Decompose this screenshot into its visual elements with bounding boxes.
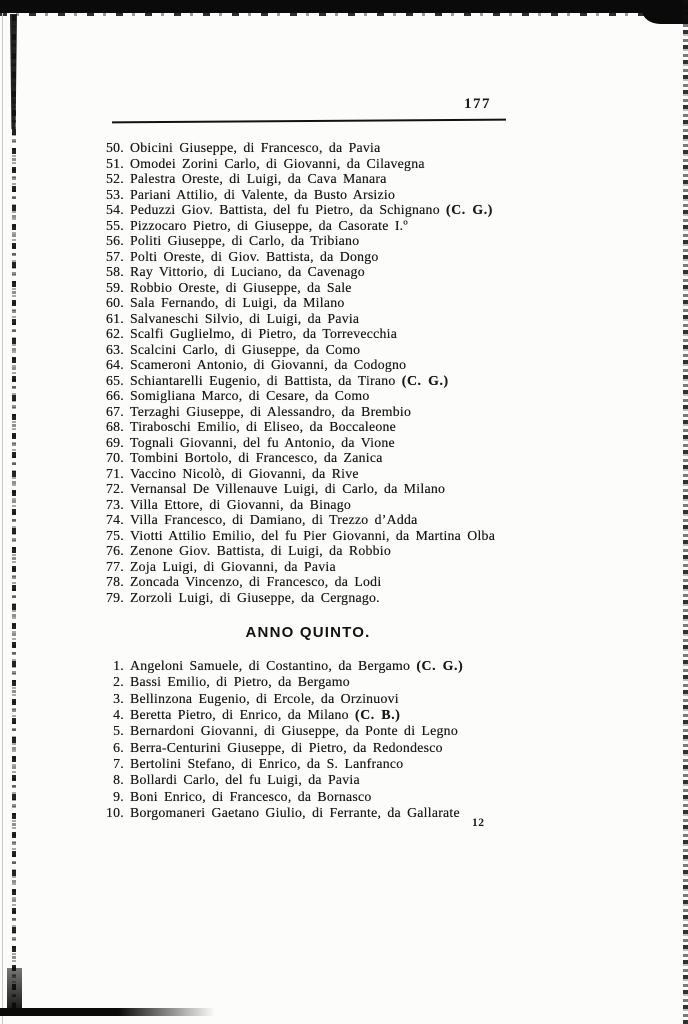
entry-number: 78.	[106, 574, 124, 589]
roster-entry	[94, 202, 495, 218]
entry-text: Vernansal De Villenauve Luigi, di Carlo, da Milano	[130, 481, 446, 496]
entry-number: 10.	[106, 805, 124, 821]
honor-mark: (C. G.)	[416, 658, 464, 673]
entry-number: 8.	[113, 772, 124, 788]
entry-text: Schiantarelli Eugenio, di Battista, da Tirano (C. G.)	[130, 372, 449, 388]
entry-number: 67.	[106, 403, 124, 419]
entry-text: Villa Francesco, di Damiano, di Trezzo d’Adda	[130, 512, 418, 527]
entry-text: Tombini Bortolo, di Francesco, da Zanica	[130, 450, 383, 465]
roster-entry	[94, 140, 495, 156]
entry-text: Viotti Attilio Emilio, del fu Pier Giovanni, da Martina Olba	[130, 527, 496, 543]
entry-text: Angeloni Samuele, di Costantino, da Bergamo (C. G.)	[130, 658, 464, 673]
entry-text: Pizzocaro Pietro, di Giuseppe, da Casorate I.º	[130, 217, 408, 233]
entry-text: Zorzoli Luigi, di Giuseppe, da Cergnago.	[130, 589, 380, 605]
entry-text: Robbio Oreste, di Giuseppe, da Sale	[130, 279, 352, 295]
binding-shadow	[12, 15, 16, 1015]
entry-text: Bellinzona Eugenio, di Ercole, da Orzinuovi	[130, 690, 399, 706]
entry-number: 9.	[113, 788, 124, 804]
entry-number: 62.	[106, 326, 124, 341]
roster-entry	[94, 342, 495, 358]
entry-number: 63.	[106, 341, 124, 357]
entry-number: 53.	[106, 186, 124, 202]
entry-number: 7.	[113, 756, 124, 772]
entry-text: Berra-Centurini Giuseppe, di Pietro, da Redondesco	[130, 739, 443, 755]
roster-entry	[94, 435, 495, 451]
entry-number: 72.	[106, 481, 124, 496]
roster-entry	[94, 574, 495, 590]
page-number: 177	[464, 96, 491, 112]
entry-text: Bernardoni Giovanni, di Giuseppe, da Ponte di Legno	[130, 723, 458, 739]
roster-entry	[94, 233, 495, 249]
entry-number: 56.	[106, 233, 124, 248]
roster-entry	[94, 740, 463, 756]
entry-number: 50.	[106, 140, 124, 155]
entry-number: 64.	[106, 357, 124, 372]
roster-entry	[94, 373, 495, 389]
entry-number: 55.	[106, 217, 124, 233]
roster-entry	[94, 249, 495, 265]
entry-text: Vaccino Nicolò, di Giovanni, da Rive	[130, 465, 359, 481]
entry-number: 66.	[106, 388, 124, 403]
honor-mark: (C. G.)	[446, 202, 493, 217]
section-heading: ANNO QUINTO.	[245, 624, 371, 641]
roster-list-anno-quarto	[94, 140, 495, 605]
roster-entry	[94, 280, 495, 296]
entry-number: 79.	[106, 589, 124, 605]
roster-entry	[94, 404, 495, 420]
roster-entry	[94, 187, 495, 203]
entry-text: Tiraboschi Emilio, di Eliseo, da Boccaleone	[130, 419, 397, 434]
roster-entry	[94, 805, 463, 821]
entry-number: 59.	[106, 279, 124, 295]
entry-text: Tognali Giovanni, del fu Antonio, da Vione	[130, 434, 395, 450]
entry-number: 70.	[106, 450, 124, 465]
entry-number: 77.	[106, 558, 124, 574]
entry-text: Boni Enrico, di Francesco, da Bornasco	[130, 788, 372, 804]
roster-entry	[94, 512, 495, 528]
entry-text: Obicini Giuseppe, di Francesco, da Pavia	[130, 140, 381, 155]
scan-corner-mark-horizontal	[0, 1008, 215, 1016]
roster-entry	[94, 388, 495, 404]
roster-entry	[94, 658, 463, 674]
entry-number: 76.	[106, 543, 124, 558]
entry-text: Salvaneschi Silvio, di Luigi, da Pavia	[130, 310, 360, 326]
entry-number: 71.	[106, 465, 124, 481]
roster-entry	[94, 674, 463, 690]
entry-text: Scalfi Guglielmo, di Pietro, da Torrevecchia	[130, 326, 398, 341]
entry-text: Bollardi Carlo, del fu Luigi, da Pavia	[130, 772, 360, 788]
entry-text: Politi Giuseppe, di Carlo, da Tribiano	[130, 233, 360, 248]
roster-entry	[94, 295, 495, 311]
entry-number: 54.	[106, 202, 124, 217]
entry-number: 57.	[106, 248, 124, 264]
honor-mark: (C. G.)	[401, 372, 449, 388]
entry-text: Zoja Luigi, di Giovanni, da Pavia	[130, 558, 336, 574]
scan-right-edge	[683, 0, 688, 1024]
roster-entry	[94, 590, 495, 606]
entry-number: 75.	[106, 527, 124, 543]
roster-entry	[94, 528, 495, 544]
roster-entry	[94, 723, 463, 739]
entry-text: Zenone Giov. Battista, di Luigi, da Robbio	[130, 543, 392, 558]
roster-entry	[94, 481, 495, 497]
roster-entry	[94, 691, 463, 707]
roster-entry	[94, 543, 495, 559]
roster-entry	[94, 772, 463, 788]
entry-number: 52.	[106, 171, 124, 186]
entry-number: 60.	[106, 295, 124, 310]
entry-number: 4.	[113, 707, 124, 723]
entry-number: 74.	[106, 512, 124, 527]
roster-entry	[94, 559, 495, 575]
honor-mark: (C. B.)	[355, 707, 401, 723]
entry-text: Ray Vittorio, di Luciano, da Cavenago	[130, 264, 365, 279]
entry-number: 2.	[113, 674, 124, 690]
entry-number: 1.	[113, 658, 124, 673]
entry-text: Polti Oreste, di Giov. Battista, da Dongo	[130, 248, 379, 264]
roster-entry	[94, 466, 495, 482]
entry-number: 73.	[106, 496, 124, 512]
entry-text: Palestra Oreste, di Luigi, da Cava Manara	[130, 171, 387, 186]
signature-mark: 12	[472, 817, 485, 829]
roster-entry	[94, 357, 495, 373]
scan-top-right-blob	[642, 0, 688, 24]
roster-entry	[94, 789, 463, 805]
roster-entry	[94, 756, 463, 772]
entry-text: Scalcini Carlo, di Giuseppe, da Como	[130, 341, 361, 357]
entry-number: 61.	[106, 310, 124, 326]
roster-entry	[94, 264, 495, 280]
entry-text: Villa Ettore, di Giovanni, da Binago	[130, 496, 352, 512]
entry-text: Scameroni Antonio, di Giovanni, da Codogno	[130, 357, 407, 372]
entry-number: 69.	[106, 434, 124, 450]
entry-text: Somigliana Marco, di Cesare, da Como	[130, 388, 370, 403]
roster-entry	[94, 497, 495, 513]
entry-text: Borgomaneri Gaetano Giulio, di Ferrante, da Gallarate	[130, 805, 460, 821]
roster-entry	[94, 171, 495, 187]
entry-text: Zoncada Vincenzo, di Francesco, da Lodi	[130, 574, 382, 589]
entry-number: 5.	[113, 723, 124, 739]
entry-number: 3.	[113, 690, 124, 706]
roster-entry	[94, 326, 495, 342]
scan-top-edge	[0, 0, 688, 13]
page-edge-line	[2, 13, 3, 1024]
entry-number: 65.	[106, 372, 124, 388]
entry-text: Beretta Pietro, di Enrico, da Milano (C. B.)	[130, 707, 401, 723]
entry-text: Bertolini Stefano, di Enrico, da S. Lanfranco	[130, 756, 404, 772]
roster-entry	[94, 419, 495, 435]
roster-entry	[94, 311, 495, 327]
entry-text: Peduzzi Giov. Battista, del fu Pietro, da Schignano (C. G.)	[130, 202, 493, 217]
entry-number: 68.	[106, 419, 124, 434]
entry-text: Sala Fernando, di Luigi, da Milano	[130, 295, 345, 310]
entry-number: 51.	[106, 155, 124, 171]
roster-list-anno-quinto	[94, 658, 463, 821]
roster-entry	[94, 156, 495, 172]
roster-entry	[94, 218, 495, 234]
header-rule	[112, 119, 506, 124]
entry-text: Omodei Zorini Carlo, di Giovanni, da Cilavegna	[130, 155, 425, 171]
entry-number: 6.	[113, 739, 124, 755]
entry-text: Pariani Attilio, di Valente, da Busto Arsizio	[130, 186, 396, 202]
entry-text: Bassi Emilio, di Pietro, da Bergamo	[130, 674, 350, 690]
entry-text: Terzaghi Giuseppe, di Alessandro, da Brembio	[130, 403, 412, 419]
roster-entry	[94, 450, 495, 466]
entry-number: 58.	[106, 264, 124, 279]
roster-entry	[94, 707, 463, 723]
